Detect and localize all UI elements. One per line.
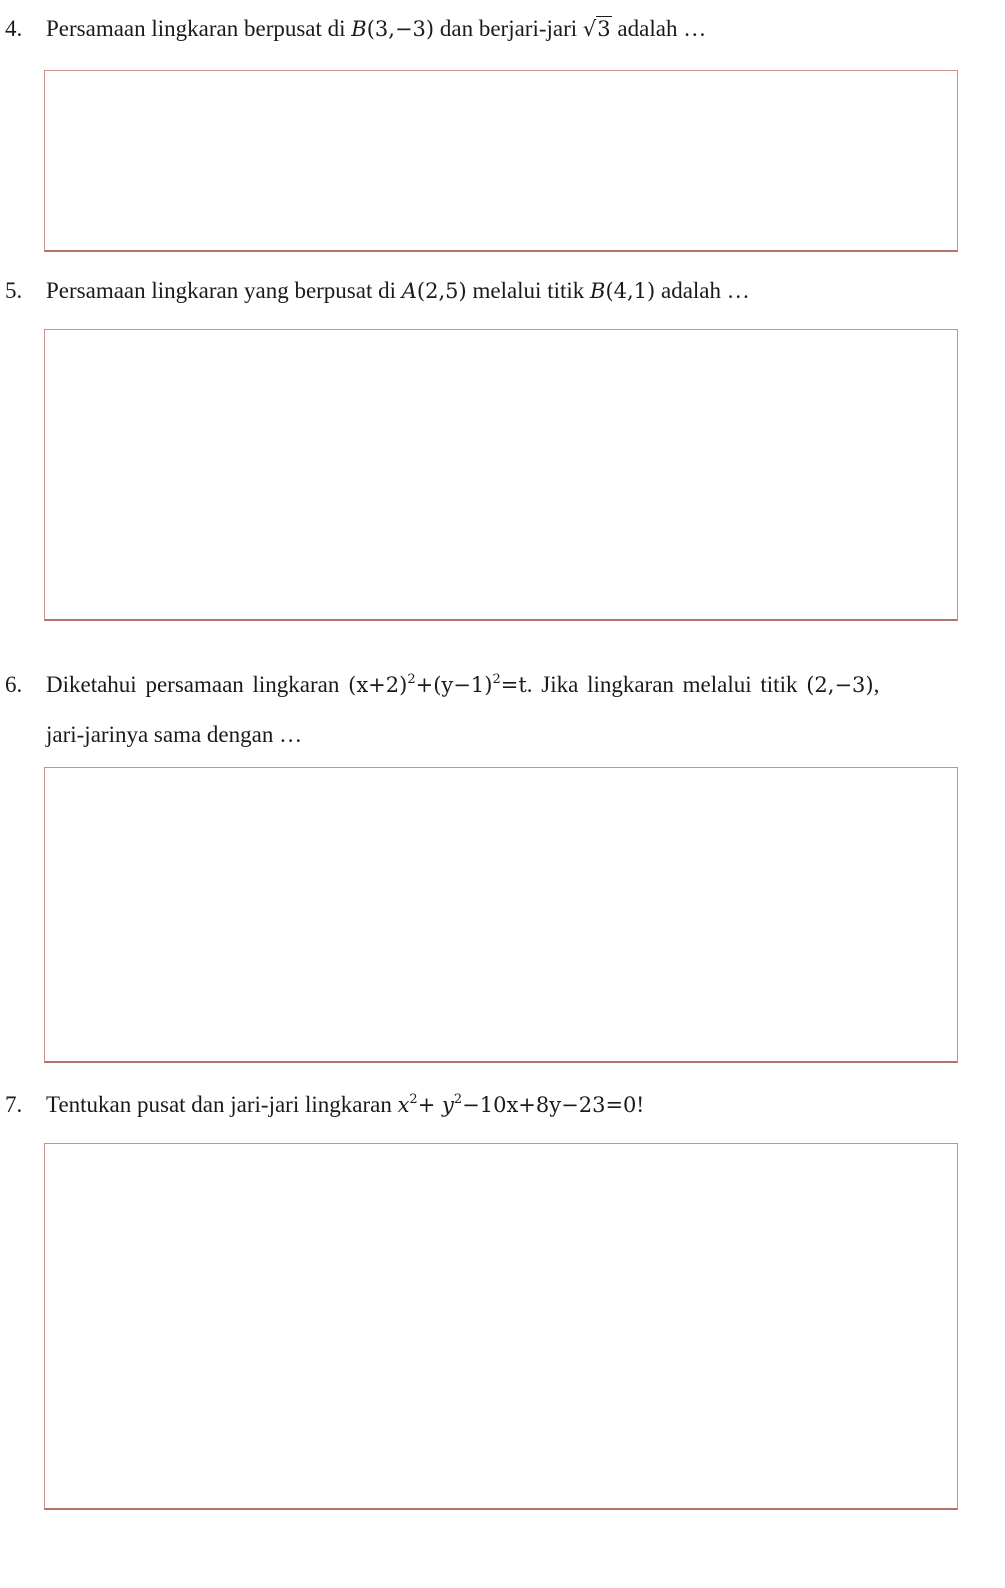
math-point: B(4,1)	[590, 279, 656, 303]
question-6	[0, 668, 879, 752]
question-7	[0, 1088, 644, 1122]
math-equation: $(x+2)^2+(y-1)^2=t$	[348, 672, 527, 697]
question-text: melalui titik	[466, 278, 591, 303]
math-center: A(2,5)	[401, 279, 467, 303]
question-text-line-2: jari-jarinya sama dengan …	[46, 722, 303, 747]
question-text: Diketahui persamaan lingkaran	[46, 672, 349, 697]
question-text: Tentukan pusat dan jari-jari lingkaran	[46, 1092, 398, 1117]
question-number: 7.	[5, 1092, 23, 1117]
question-number: 5.	[5, 278, 23, 303]
question-text: . Jika lingkaran melalui titik	[526, 672, 807, 697]
answer-box-4[interactable]	[44, 70, 958, 252]
question-5	[0, 274, 750, 308]
question-text: ,	[873, 672, 880, 697]
question-text: adalah …	[655, 278, 750, 303]
question-text: Persamaan lingkaran yang berpusat di	[46, 278, 402, 303]
question-text: !	[636, 1092, 645, 1117]
math-equation: $x^2+ y^2-10x+8y-23=0$	[397, 1092, 637, 1117]
question-number: 6.	[5, 672, 23, 697]
question-4	[0, 12, 706, 46]
answer-box-5[interactable]	[44, 329, 958, 621]
question-text: Persamaan lingkaran berpusat di	[46, 16, 352, 41]
question-number: 4.	[5, 16, 23, 41]
answer-box-7[interactable]	[44, 1143, 958, 1510]
math-center: B(3,−3)	[351, 17, 435, 41]
question-text: adalah …	[611, 16, 707, 41]
math-sqrt: √3	[582, 17, 611, 41]
answer-box-6[interactable]	[44, 767, 958, 1063]
math-point: (2,−3)	[806, 673, 874, 697]
question-text: dan berjari-jari	[434, 16, 583, 41]
